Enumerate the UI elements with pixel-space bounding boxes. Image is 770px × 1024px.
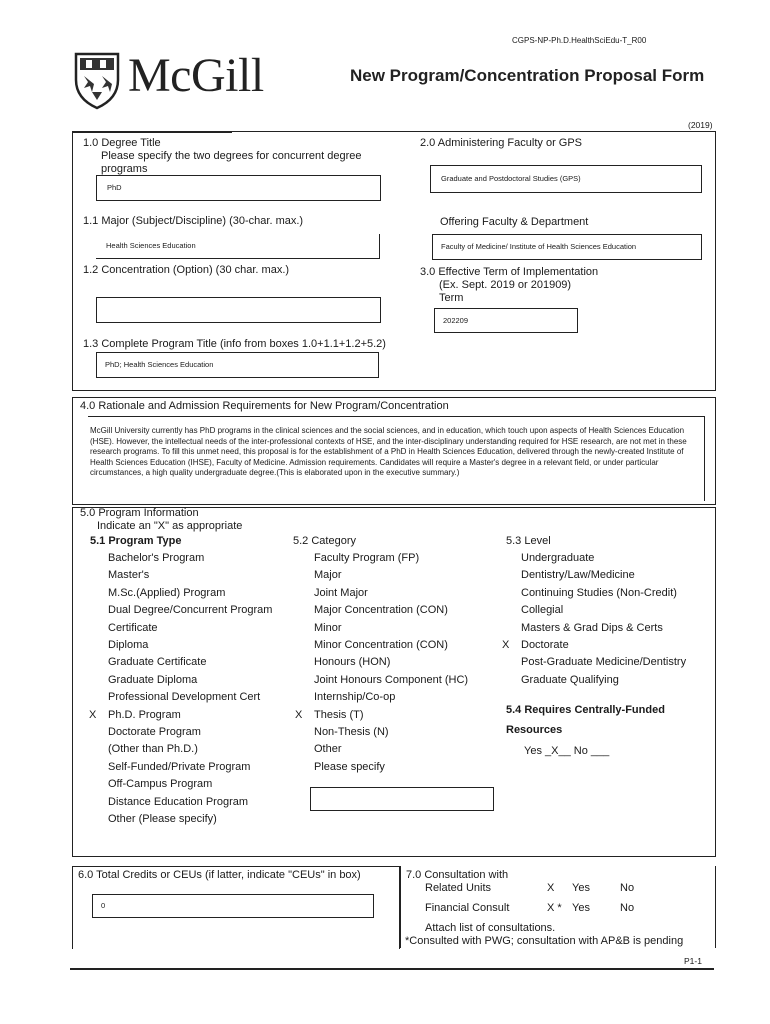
- consultation-attach: Attach list of consultations.: [425, 922, 556, 934]
- program-type-label: Distance Education Program: [108, 795, 249, 808]
- category-label: Major Concentration (CON): [314, 604, 448, 617]
- program-type-label: Other (Please specify): [108, 813, 217, 825]
- mcgill-crest-icon: [72, 50, 122, 110]
- category-item[interactable]: [295, 708, 504, 726]
- category-item[interactable]: [304, 761, 504, 778]
- category-label: Joint Honours Component (HC): [314, 673, 469, 686]
- level-title: 5.3 Level: [506, 535, 551, 547]
- program-type-label: Graduate Diploma: [108, 673, 198, 686]
- consultation-yes: Yes: [572, 902, 590, 914]
- consultation-note: *Consulted with PWG; consultation with AP&B is pending: [405, 935, 684, 947]
- level-label: Post-Graduate Medicine/Dentistry: [521, 656, 687, 669]
- consultation-row[interactable]: [425, 902, 705, 918]
- program-type-label: Certificate: [108, 621, 158, 634]
- category-label: Please specify: [314, 760, 385, 773]
- level-item[interactable]: [511, 604, 711, 621]
- category-label: Honours (HON): [314, 656, 391, 669]
- program-type-label: Dual Degree/Concurrent Program: [108, 604, 273, 617]
- program-type-label: Master's: [108, 569, 150, 582]
- funding-title: 5.4 Requires Centrally-Funded: [506, 704, 665, 716]
- page-number: P1-1: [684, 956, 702, 966]
- consultation-unit: Financial Consult: [425, 902, 510, 914]
- category-label: Other: [314, 743, 342, 756]
- form-year: (2019): [688, 120, 713, 130]
- category-label: Faculty Program (FP): [314, 552, 420, 564]
- category-item[interactable]: [304, 587, 504, 604]
- consultation-mark: X: [547, 882, 555, 894]
- admin-faculty-value: Graduate and Postdoctoral Studies (GPS): [441, 174, 581, 183]
- program-type-item[interactable]: [98, 726, 288, 743]
- program-type-item[interactable]: [98, 656, 288, 673]
- total-credits-label: 6.0 Total Credits or CEUs (if latter, indicate "CEUs" in box): [78, 869, 361, 881]
- program-type-label: M.Sc.(Applied) Program: [108, 586, 226, 599]
- program-type-mark: X: [89, 708, 97, 721]
- offering-faculty-value: Faculty of Medicine/ Institute of Health Sciences Education: [441, 242, 637, 251]
- level-item[interactable]: [511, 587, 711, 604]
- funding-answer[interactable]: Yes _X__ No ___: [524, 745, 610, 757]
- category-item[interactable]: [304, 674, 504, 691]
- program-type-item[interactable]: [98, 674, 288, 691]
- degree-title-value: PhD: [107, 183, 122, 192]
- category-item[interactable]: [304, 726, 504, 743]
- consultation-row[interactable]: [425, 882, 705, 898]
- major-label: 1.1 Major (Subject/Discipline) (30-char. max.): [83, 215, 304, 227]
- doc-code: CGPS-NP-Ph.D.HealthSciEdu-T_R00: [512, 36, 647, 45]
- form-title: New Program/Concentration Proposal Form: [350, 66, 705, 85]
- level-item[interactable]: [511, 552, 711, 569]
- category-label: Major: [314, 569, 342, 582]
- program-type-label: Doctorate Program: [108, 726, 201, 738]
- consultation-yes: Yes: [572, 882, 590, 894]
- category-mark: X: [295, 708, 303, 721]
- level-label: Doctorate: [521, 639, 569, 651]
- level-label: Continuing Studies (Non-Credit): [521, 586, 677, 599]
- admin-faculty-field[interactable]: [430, 165, 702, 193]
- effective-term-label: 3.0 Effective Term of Implementation: [420, 266, 599, 278]
- term-value: 202209: [443, 316, 469, 325]
- program-type-label: Professional Development Cert: [108, 691, 261, 704]
- program-type-title: 5.1 Program Type: [90, 535, 182, 547]
- program-type-label: Ph.D. Program: [108, 708, 181, 721]
- level-label: Graduate Qualifying: [521, 673, 619, 686]
- consultation-mark: X *: [547, 902, 562, 914]
- program-title-value: PhD; Health Sciences Education: [105, 360, 214, 369]
- consultation-unit: Related Units: [425, 882, 492, 894]
- program-info-instr: Indicate an "X" as appropriate: [97, 520, 243, 532]
- program-type-label: Graduate Certificate: [108, 656, 207, 669]
- consultation-label: 7.0 Consultation with: [406, 869, 509, 881]
- degree-title-instr-1: Please specify the two degrees for concurrent degree: [101, 150, 362, 162]
- rationale-text: McGill University currently has PhD programs in the clinical sciences and the social sciences, and in education, which touch upon aspects of Health Sciences Education (HSE). However, the intellectual needs of the inter-professional contexts of HSE, and the inter-disciplinary understanding required for HSE research, are not met in these research programs. To fill this unmet need, this proposal is for the establishment of a PhD in Health Sciences Education, delivered through the newly-created Institute of Health Sciences Education (IHSE), Faculty of Medicine. Admission requirements. Candidates will require a Master's degree in a relevant field, or under particular circumstances, a high quality undergraduate degree.(This is elaborated upon in the executive summary.): [90, 426, 687, 478]
- funding-title-2: Resources: [506, 724, 563, 736]
- level-item[interactable]: [511, 674, 711, 691]
- level-item[interactable]: [511, 569, 711, 586]
- level-item[interactable]: [511, 622, 711, 639]
- program-type-label: Bachelor's Program: [108, 552, 205, 564]
- level-label: Undergraduate: [521, 552, 595, 564]
- rationale-label: 4.0 Rationale and Admission Requirements for New Program/Concentration: [80, 400, 449, 412]
- category-label: Minor Concentration (CON): [314, 639, 448, 651]
- program-type-item[interactable]: [98, 761, 288, 778]
- program-type-item[interactable]: [98, 796, 288, 813]
- program-type-item[interactable]: [98, 604, 288, 621]
- level-mark: X: [502, 639, 510, 651]
- level-label: Dentistry/Law/Medicine: [521, 569, 635, 582]
- category-item[interactable]: [304, 552, 504, 569]
- term-field[interactable]: [434, 308, 578, 333]
- program-type-item[interactable]: [98, 622, 288, 639]
- degree-title-field[interactable]: [96, 175, 381, 201]
- concentration-label: 1.2 Concentration (Option) (30 char. max.): [83, 264, 290, 276]
- program-info-label: 5.0 Program Information: [80, 507, 199, 519]
- category-item[interactable]: [304, 656, 504, 673]
- category-item[interactable]: [304, 743, 504, 760]
- category-item[interactable]: [304, 691, 504, 708]
- category-item[interactable]: [304, 639, 504, 656]
- program-type-item[interactable]: [98, 552, 288, 569]
- program-type-item[interactable]: [98, 569, 288, 586]
- program-title-label: 1.3 Complete Program Title (info from boxes 1.0+1.1+1.2+5.2): [83, 338, 386, 350]
- level-label: Masters & Grad Dips & Certs: [521, 621, 663, 634]
- program-type-label: Self-Funded/Private Program: [108, 760, 251, 773]
- program-type-label: (Other than Ph.D.): [108, 743, 198, 756]
- program-type-item[interactable]: [98, 743, 288, 760]
- category-title: 5.2 Category: [293, 535, 356, 547]
- program-type-item[interactable]: [98, 587, 288, 604]
- category-item[interactable]: [304, 622, 504, 639]
- category-label: Non-Thesis (N): [314, 726, 389, 738]
- category-item[interactable]: [304, 569, 504, 586]
- major-value: Health Sciences Education: [106, 241, 196, 250]
- offering-faculty-label: Offering Faculty & Department: [440, 216, 589, 228]
- major-field[interactable]: [96, 234, 380, 259]
- program-type-item[interactable]: [98, 813, 288, 830]
- category-label: Internship/Co-op: [314, 691, 396, 704]
- level-label: Collegial: [521, 604, 564, 617]
- program-type-label: Off-Campus Program: [108, 778, 213, 791]
- rationale-field[interactable]: [88, 416, 705, 501]
- program-type-item[interactable]: [98, 691, 288, 708]
- category-item[interactable]: [304, 604, 504, 621]
- program-type-label: Diploma: [108, 639, 149, 651]
- category-label: Thesis (T): [314, 708, 364, 721]
- effective-term-example: (Ex. Sept. 2019 or 201909): [439, 279, 572, 291]
- level-item[interactable]: [502, 639, 711, 656]
- program-type-item[interactable]: [89, 708, 288, 726]
- consultation-no: No: [620, 882, 635, 894]
- category-label: Joint Major: [314, 586, 368, 599]
- category-label: Minor: [314, 621, 342, 634]
- mcgill-logo-text: McGill: [128, 49, 264, 102]
- admin-faculty-label: 2.0 Administering Faculty or GPS: [420, 137, 583, 149]
- program-title-field[interactable]: [96, 352, 379, 378]
- concentration-field[interactable]: [96, 297, 381, 323]
- total-credits-value: 0: [101, 901, 106, 910]
- program-type-item[interactable]: [98, 778, 288, 795]
- offering-faculty-field[interactable]: [432, 234, 702, 260]
- consultation-no: No: [620, 902, 635, 914]
- degree-title-instr-2: programs: [101, 163, 148, 175]
- total-credits-field[interactable]: [92, 894, 374, 918]
- term-label: Term: [439, 292, 464, 304]
- degree-title-label: 1.0 Degree Title: [83, 137, 161, 149]
- level-item[interactable]: [511, 656, 711, 673]
- please-specify-field[interactable]: [310, 787, 494, 811]
- program-type-item[interactable]: [98, 639, 288, 656]
